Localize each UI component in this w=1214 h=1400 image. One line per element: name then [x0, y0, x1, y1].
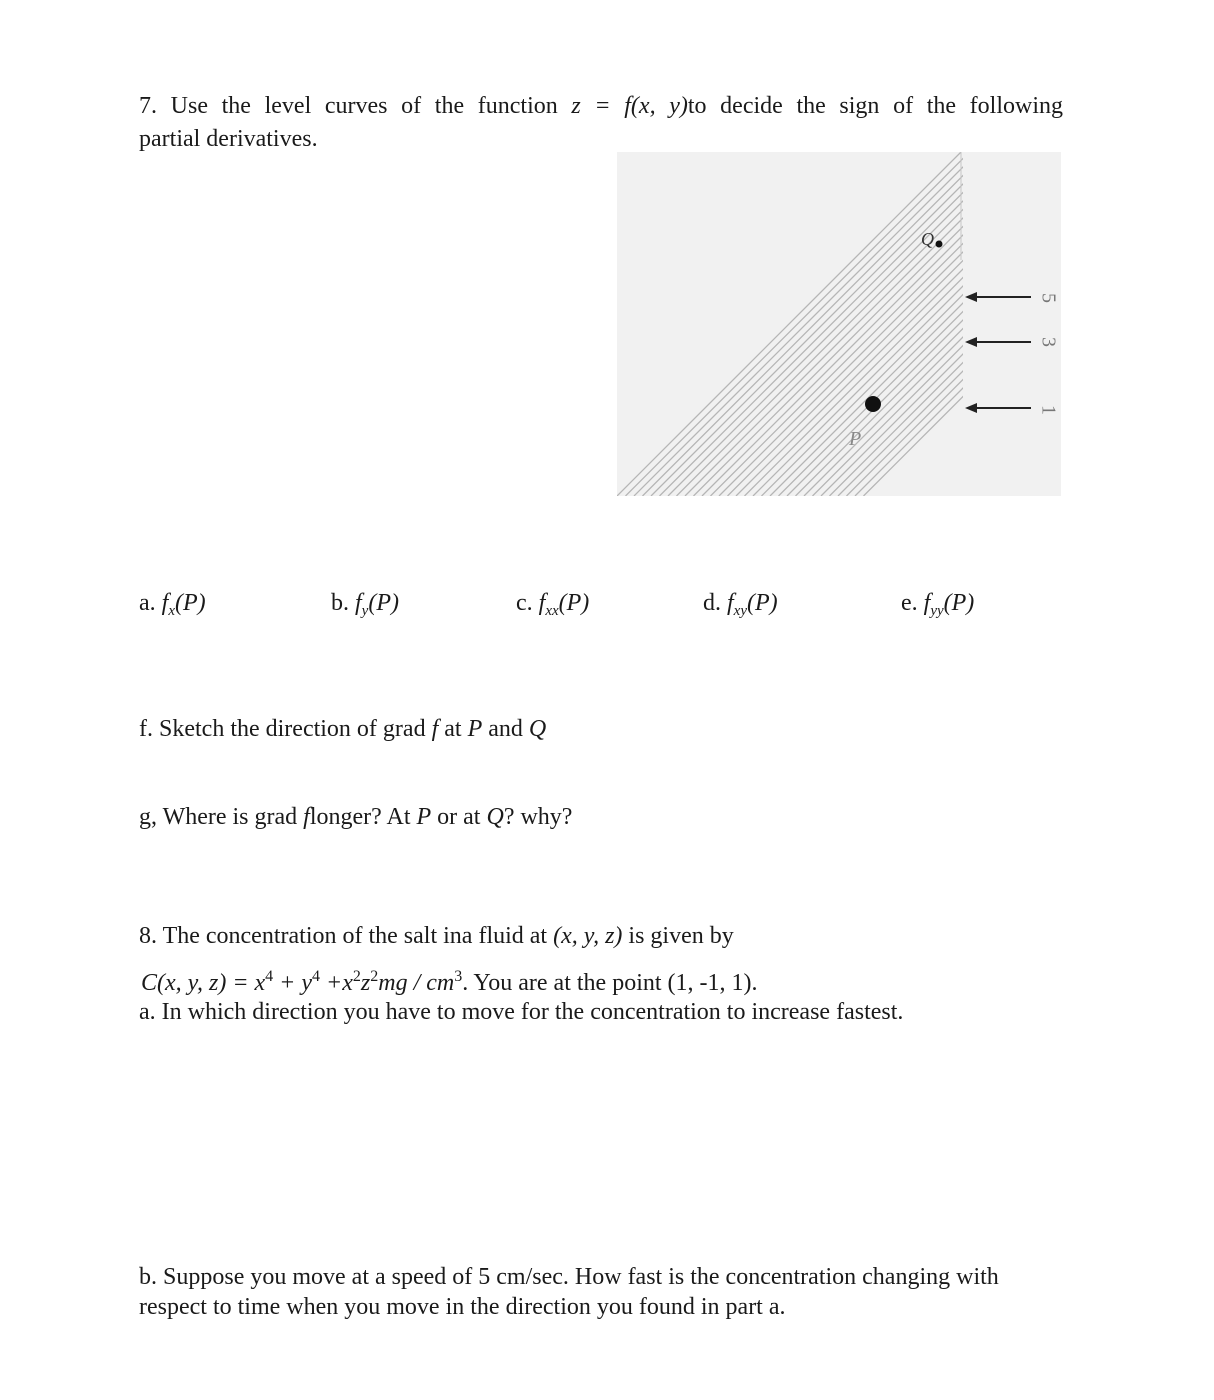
- level-label-5: 5: [1037, 293, 1060, 303]
- level-curves-plot: [617, 152, 1061, 496]
- q7-equation: z = f(x, y): [571, 93, 688, 119]
- part-a: a. $f_x(P)$: [139, 590, 206, 619]
- q8-part-b-line2: respect to time when you move in the direction you found in part a.: [139, 1294, 786, 1320]
- q8-part-a: a. In which direction you have to move for the concentration to increase fastest.: [139, 999, 904, 1025]
- q8-formula: C(x, y, $z) = x^4 + y^4 +x^2z^2mg / cm^3$. You are at the point (1, -1, 1).: [141, 968, 758, 996]
- q7-intro-line: 7. Use the level curves of the function z = f(x, y)to decide the sign of the following: [139, 93, 1064, 119]
- q8-line1: 8. The concentration of the salt ina fluid at (x, y, z) is given by: [139, 923, 734, 949]
- point-p-label: P: [849, 428, 862, 450]
- part-d: d. $f_{xy}(P)$: [703, 590, 778, 619]
- part-b: b. $f_y(P)$: [331, 590, 399, 619]
- point-p-dot: [865, 396, 881, 412]
- point-q-label: Q: [921, 229, 934, 249]
- point-q-dot: [936, 241, 943, 248]
- level-label-3: 3: [1037, 337, 1060, 347]
- q8-part-b-line1: b. Suppose you move at a speed of 5 cm/sec. How fast is the concentration changing with: [139, 1264, 999, 1290]
- level-curves-figure: [617, 152, 1061, 496]
- level-label-1: 1: [1037, 405, 1060, 415]
- part-g: g, Where is grad flonger? At P or at Q? why?: [139, 804, 573, 830]
- part-f: f. Sketch the direction of grad f at P and Q: [139, 716, 547, 742]
- part-c: c. $f_{xx}(P)$: [516, 590, 590, 619]
- part-e: e. $f_{yy}(P)$: [901, 590, 975, 619]
- q7-intro-line2: partial derivatives.: [139, 126, 318, 152]
